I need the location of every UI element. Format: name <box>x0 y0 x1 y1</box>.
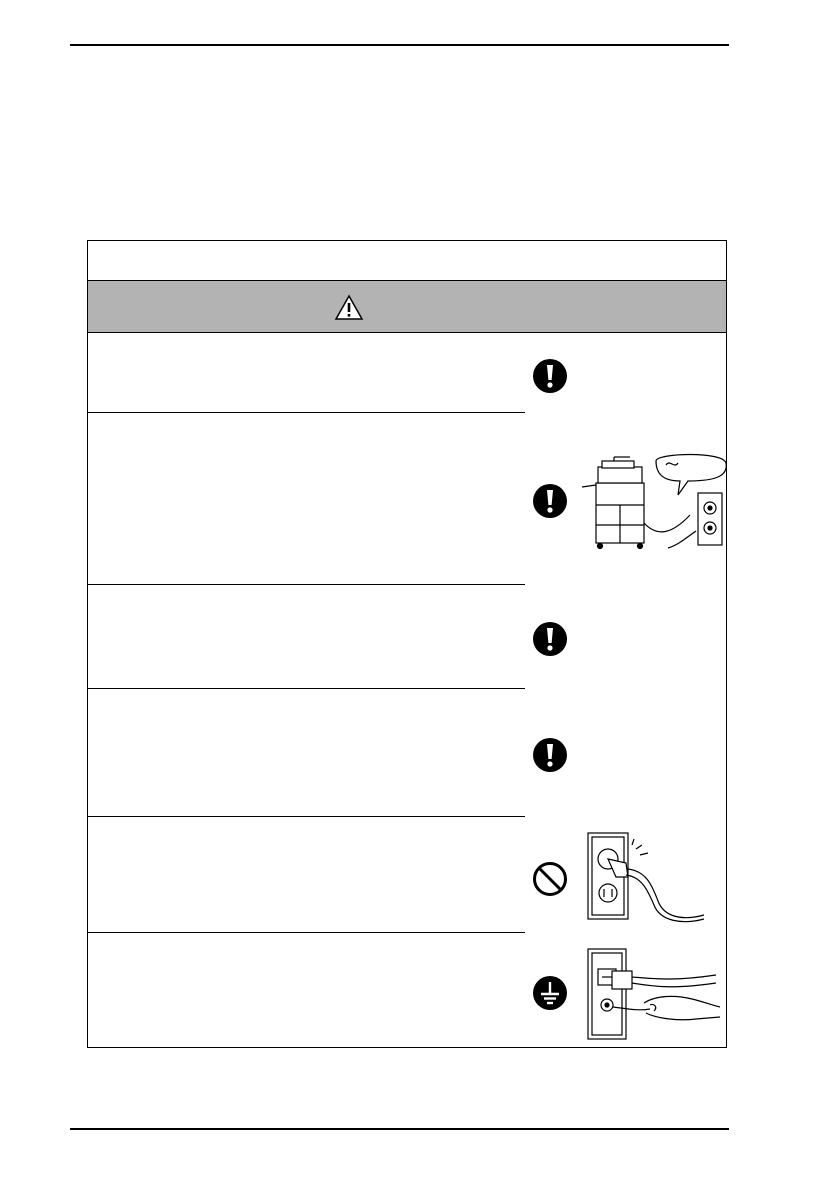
safety-row-6 <box>88 933 518 1047</box>
safety-table <box>87 240 727 1048</box>
safety-row-5 <box>88 817 518 933</box>
safety-row-2 <box>88 413 518 585</box>
safety-table-title <box>88 241 726 281</box>
ground-icon <box>532 975 568 1011</box>
plug-outlet-illustration <box>586 829 706 925</box>
ground-wire-illustration <box>584 947 724 1043</box>
mandatory-icon <box>532 358 568 394</box>
prohibited-icon <box>532 861 568 897</box>
safety-row-4 <box>88 689 518 817</box>
header-rule <box>70 44 729 46</box>
safety-row-3 <box>88 585 518 689</box>
safety-row-1 <box>88 333 518 413</box>
mandatory-icon <box>532 483 568 519</box>
footer-rule <box>70 1128 729 1130</box>
warning-header-bar <box>88 281 726 333</box>
copier-outlet-illustration <box>578 453 728 553</box>
mandatory-icon <box>532 737 568 773</box>
warning-triangle-icon <box>334 294 364 321</box>
mandatory-icon <box>532 621 568 657</box>
